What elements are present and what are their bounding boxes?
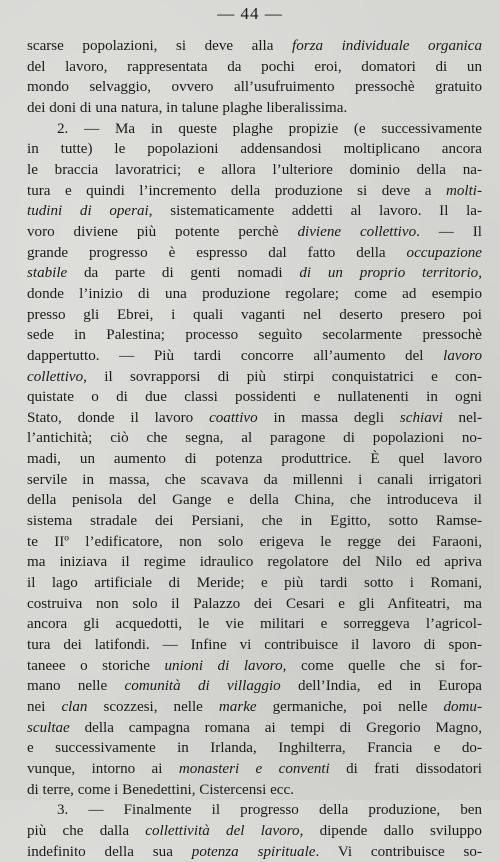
text-run: indefinito della sua (27, 843, 192, 860)
italic-text: schiavi (399, 409, 443, 426)
text-line (27, 119, 482, 140)
text-run: tura e quindi l’incremento della produzione si deve a (27, 182, 446, 199)
text-line (27, 718, 482, 739)
text-line (27, 367, 482, 388)
text-line (27, 139, 482, 160)
text-line (27, 36, 482, 57)
italic-text: forza individuale organica (292, 38, 482, 54)
italic-text: coattivo (209, 409, 258, 426)
text-run: donde l’inizio di una produzione regolare; come ad esempio (27, 285, 482, 302)
text-run: madi, un aumento di potenza produttrice. È quel lavoro (27, 451, 482, 468)
italic-text: collettivo (27, 368, 84, 385)
text-line (27, 470, 482, 491)
text-line (27, 532, 482, 553)
text-run: nei (27, 699, 62, 715)
text-run: . — Il (416, 223, 482, 240)
text-line (27, 263, 482, 284)
text-line (27, 449, 482, 470)
text-run: nel- (442, 409, 483, 426)
italic-text: di un proprio territorio (299, 265, 479, 282)
text-run: ma iniziava il regime idraulico regolatore del Nilo ed apriva (27, 554, 482, 571)
text-run: le braccia lavoratrici; e allora l’ulteriore dominio della na- (27, 161, 482, 178)
text-line (27, 325, 482, 346)
text-line (27, 490, 482, 511)
text-run: in massa degli (257, 409, 400, 426)
italic-text: marke (218, 699, 257, 715)
italic-text: potenza spirituale (191, 843, 316, 860)
text-run: 2. — Ma in queste plaghe propizie (e successivamente (57, 120, 482, 137)
text-run: più che dalla (27, 822, 146, 839)
text-run: dei doni di una natura, in talune plaghe liberalissima. (27, 99, 348, 116)
text-line (27, 842, 482, 862)
text-run: , (478, 265, 483, 282)
text-run: del lavoro, rappresentata da pochi eroi, domatori di un (27, 58, 482, 75)
text-line (27, 181, 482, 202)
text-line (27, 552, 482, 573)
italic-text: clan (61, 699, 88, 715)
text-run: e successivamente in Irlanda, Inghilterra, Francia e do- (27, 740, 482, 757)
text-line (27, 305, 482, 326)
text-line (27, 780, 482, 801)
italic-text: domu- (443, 699, 483, 715)
text-run: quistate o di due classi possidenti e nullatenenti in ogni (27, 389, 482, 406)
text-run: costruiva non solo il Palazzo dei Cesari e gli Anfiteatri, ma (27, 595, 482, 612)
text-run: . Vi contribuisce so- (315, 843, 482, 860)
text-run: dappertutto. — Più tardi concorre all’aumento del (27, 347, 444, 364)
text-line (27, 57, 482, 78)
text-run: scarse popolazioni, si deve alla (27, 38, 293, 54)
text-line (27, 346, 482, 367)
text-run: voro diviene più potente perchè (27, 223, 298, 240)
italic-text: diviene collettivo (297, 223, 417, 240)
text-line (27, 77, 482, 98)
text-line (27, 676, 482, 697)
text-run: taneee o storiche (27, 657, 165, 674)
italic-text: scultae (27, 719, 70, 736)
text-run: 3. — Finalmente il progresso della produzione, ben (57, 802, 482, 819)
text-line (27, 284, 482, 305)
text-line (27, 408, 482, 429)
text-run: di frati dissodatori (329, 760, 482, 777)
text-line (27, 222, 482, 243)
text-line (27, 511, 482, 532)
italic-text: monasteri e conventi (178, 760, 330, 777)
text-run: mano nelle (27, 678, 125, 695)
text-run: scozzesi, nelle (87, 699, 219, 715)
italic-text: collettività del lavoro (145, 822, 300, 839)
text-line (27, 800, 482, 821)
text-line (27, 243, 482, 264)
text-line (27, 614, 482, 635)
text-line (27, 573, 482, 594)
text-line (27, 428, 482, 449)
italic-text: molti- (445, 182, 482, 199)
text-run: , come quelle che si for- (282, 657, 482, 674)
text-run: sistema stradale dei Persiani, che in Egitto, sotto Ramse- (27, 513, 482, 530)
text-run: da parte di genti nomadi (67, 265, 300, 282)
text-run: ancora gli acquedotti, le vie militari e sorreggeva l’agricol- (27, 616, 482, 633)
text-run: servile in massa, che scavava da millenni i canali irrigatori (27, 471, 482, 488)
text-run: della campagna romana ai tempi di Gregorio Magno, (69, 719, 482, 736)
text-line (27, 160, 482, 181)
text-run: l’antichità; ciò che segna, al paragone di popolazioni no- (27, 430, 482, 447)
italic-text: unioni di lavoro (164, 657, 283, 674)
text-line (27, 738, 482, 759)
text-run: sede in Palestina; processo seguìto secolarmente pressochè (27, 327, 482, 344)
page-number: — 44 — (217, 4, 283, 23)
text-run: grande progresso è espresso dal fatto della (27, 244, 407, 261)
text-run: mondo selvaggio, ovvero all’usufruimento pressochè gratuito (27, 79, 482, 96)
italic-text: stabile (27, 265, 68, 282)
italic-text: occupazione (406, 244, 482, 261)
text-run: presso gli Ebrei, i quali vaganti nel deserto presero poi (27, 306, 482, 323)
text-run: dell’India, ed in Europa (280, 678, 482, 695)
text-line (27, 98, 482, 119)
text-run: te IIº l’edificatore, non solo erigeva le regge dei Faraoni, (27, 533, 482, 550)
text-run: di terre, come i Benedettini, Cistercensi ecc. (27, 781, 294, 798)
text-line (27, 635, 482, 656)
text-run: della penisola del Gange e della China, che introduceva il (27, 492, 482, 509)
text-line (27, 201, 482, 222)
text-line (27, 387, 482, 408)
italic-text: lavoro (443, 347, 482, 364)
text-run: in tutte) le popolazioni addensandosi moltiplicano ancora (27, 141, 482, 158)
italic-text: tudini di operai (27, 203, 149, 220)
text-run: , sistematicamente addetti al lavoro. Il la- (148, 203, 483, 220)
text-line (27, 759, 482, 780)
text-line (27, 656, 482, 677)
text-run: , il sovrapporsi di più stirpi conquistatrici e con- (83, 368, 482, 385)
body-text (27, 36, 482, 862)
text-line (27, 594, 482, 615)
text-run: tura dei latifondi. — Infine vi contribuisce il lavoro di spon- (27, 637, 482, 654)
text-line (27, 821, 482, 842)
text-run: vunque, intorno ai (27, 760, 179, 777)
text-line (27, 697, 482, 718)
text-run: germaniche, poi nelle (256, 699, 444, 715)
text-run: Stato, donde il lavoro (27, 409, 210, 426)
text-run: , dipende dallo sviluppo (299, 822, 482, 839)
text-run: il lago artificiale di Meride; e più tardi sotto i Romani, (27, 575, 482, 592)
italic-text: comunità di villaggio (124, 678, 281, 695)
